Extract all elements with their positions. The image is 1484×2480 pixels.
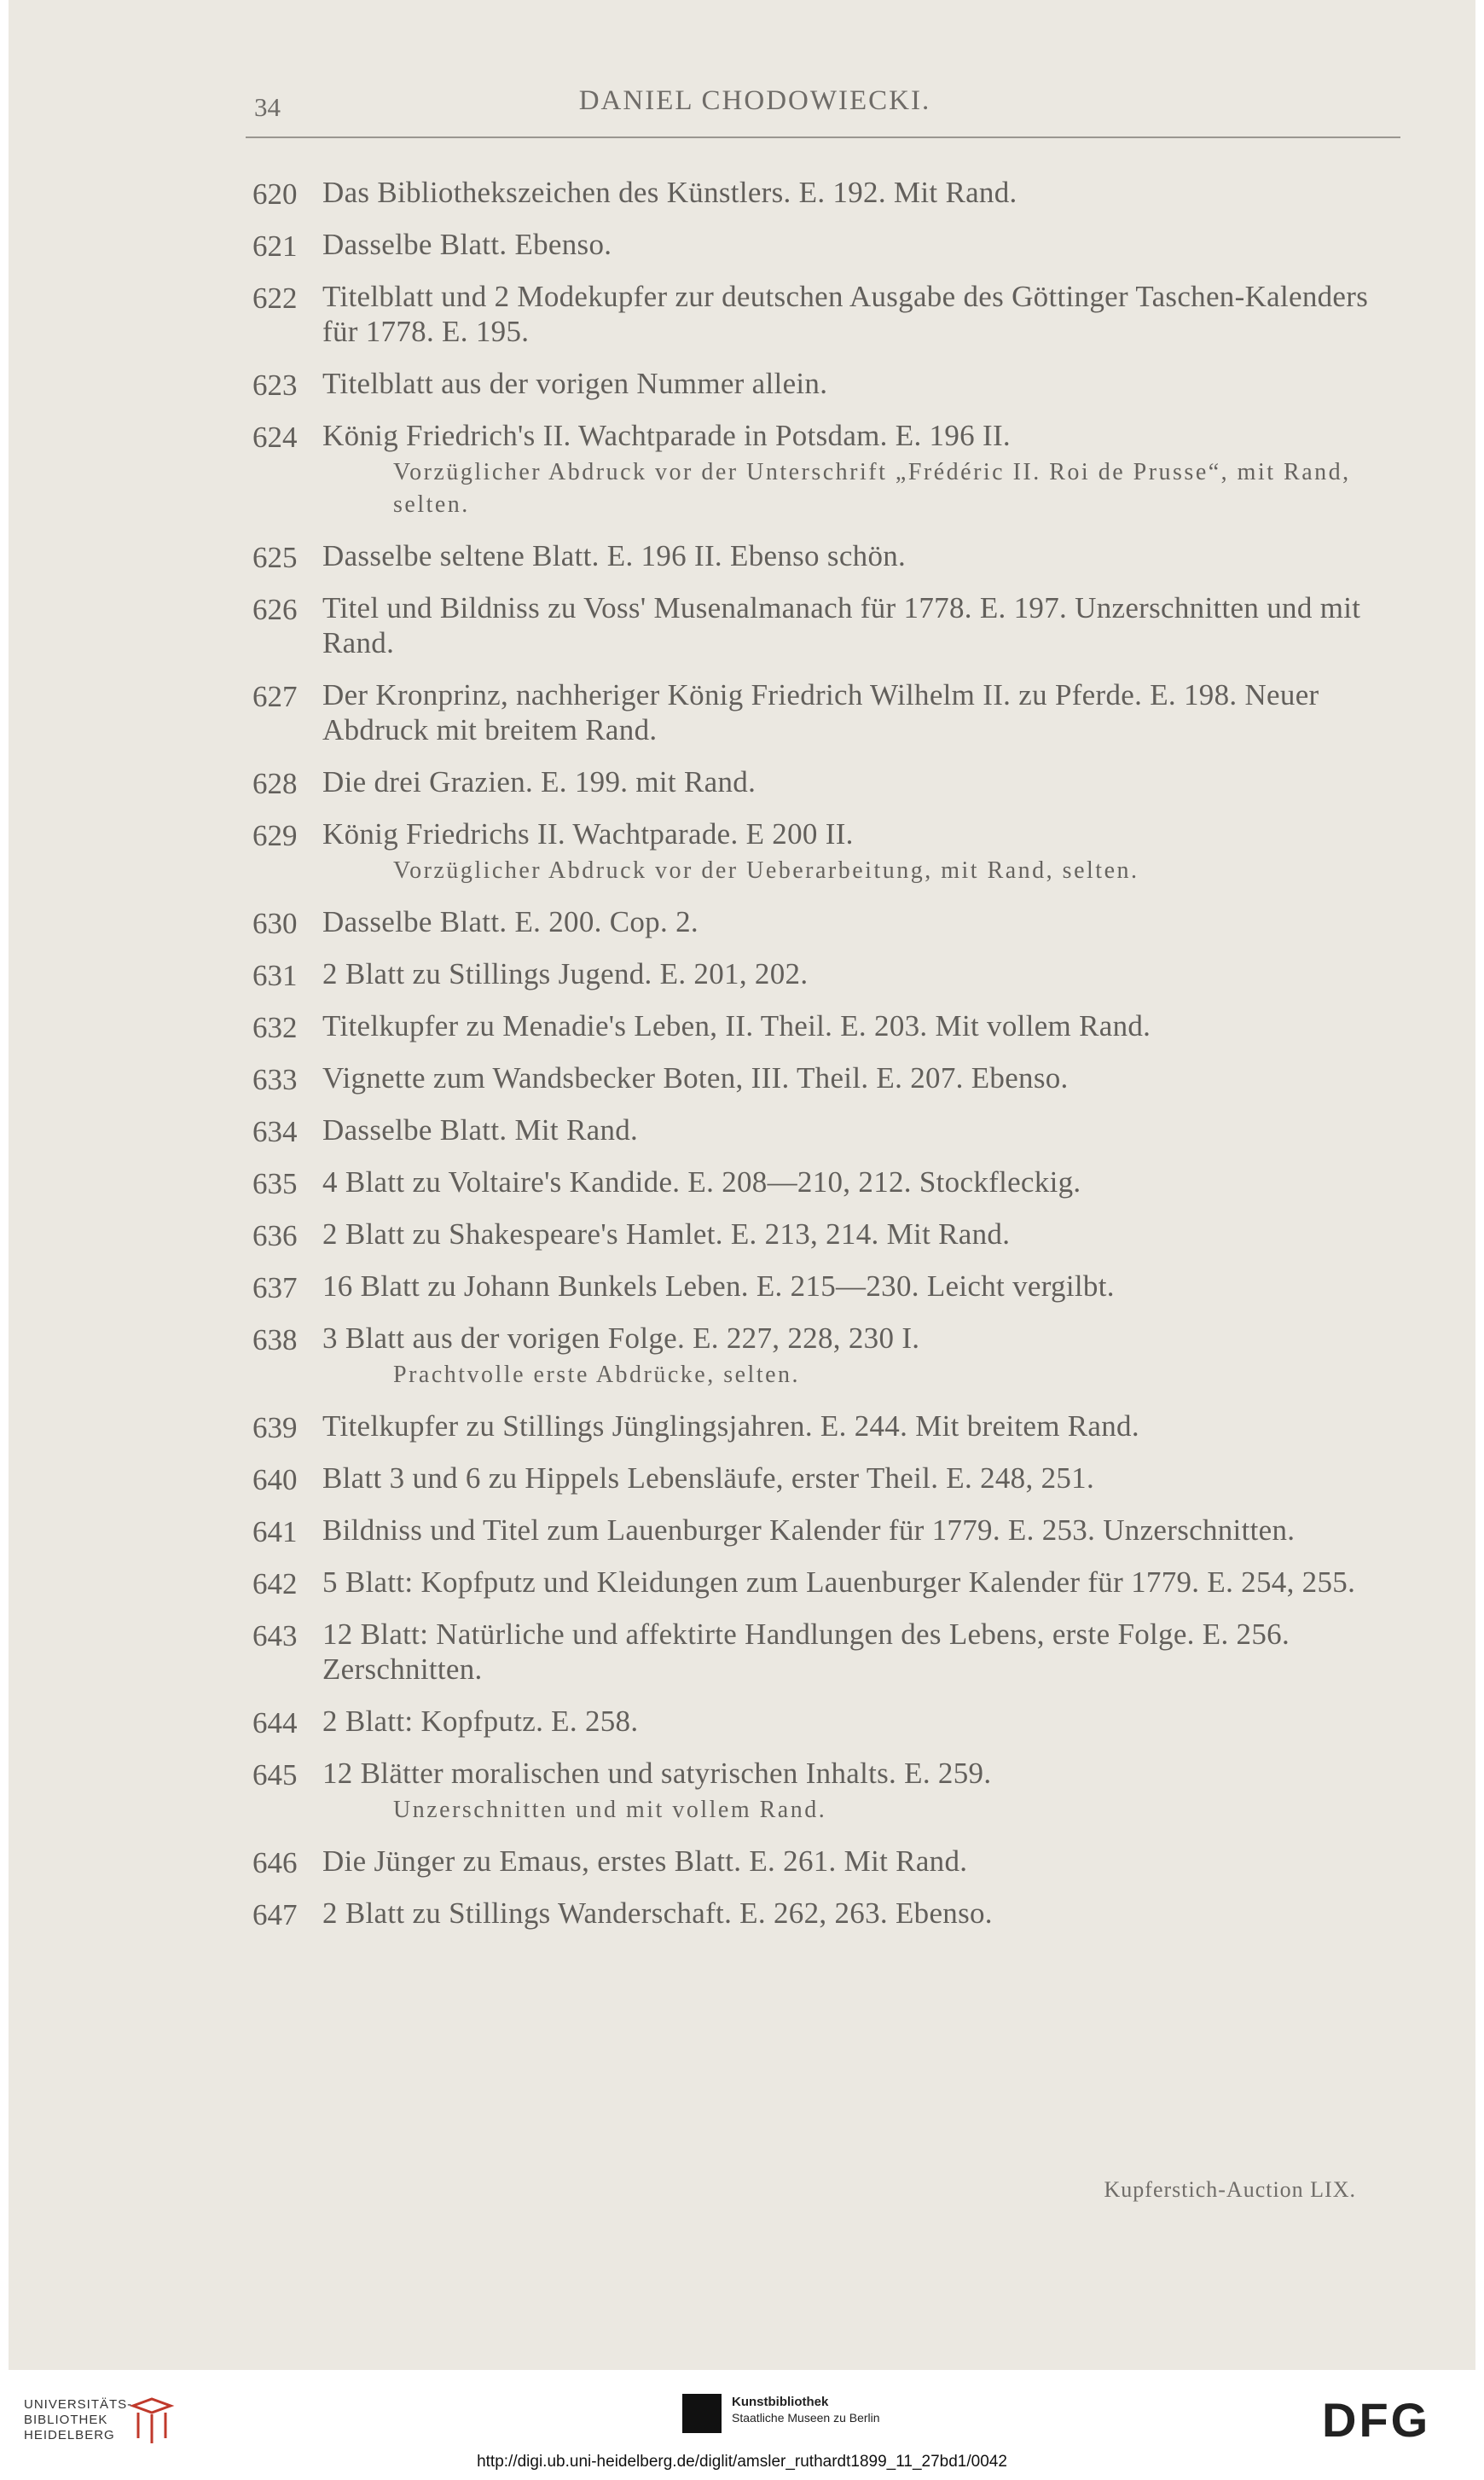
entry-number: 634 (252, 1115, 298, 1148)
catalogue-entry (252, 1060, 1404, 1095)
entry-number: 645 (252, 1758, 298, 1792)
catalogue-entry (252, 1008, 1404, 1043)
entry-description: Die Jünger zu Emaus, erstes Blatt. E. 261. Mit Rand. (322, 1844, 968, 1878)
catalogue-entry (252, 904, 1404, 939)
catalogue-entry (252, 1896, 1404, 1931)
ub-emblem-icon (126, 2396, 177, 2447)
entry-number: 628 (252, 767, 298, 800)
running-title: DANIEL CHODOWIECKI. (578, 85, 931, 116)
entry-description: Dasselbe seltene Blatt. E. 196 II. Ebenso schön. (322, 539, 907, 572)
digitization-footer (0, 2370, 1484, 2480)
kunstbibliothek-logo-icon (682, 2394, 722, 2433)
entry-description: 2 Blatt zu Shakespeare's Hamlet. E. 213, 214. Mit Rand. (322, 1217, 1011, 1251)
catalogue-entry (252, 418, 1404, 521)
entry-number: 623 (252, 369, 298, 402)
entry-description: Titel und Bildniss zu Voss' Musenalmanach für 1778. E. 197. Unzerschnitten und mit Rand. (322, 591, 1361, 659)
entry-number: 631 (252, 959, 298, 992)
entry-description: 5 Blatt: Kopfputz und Kleidungen zum Lauenburger Kalender für 1779. E. 254, 255. (322, 1565, 1356, 1599)
dfg-logo[interactable]: DFG (1322, 2393, 1431, 2447)
entry-description: Titelblatt aus der vorigen Nummer allein. (322, 367, 828, 400)
entry-description: Die drei Grazien. E. 199. mit Rand. (322, 765, 756, 799)
catalogue-entry (252, 227, 1404, 262)
entry-number: 633 (252, 1063, 298, 1096)
catalogue-entry (252, 956, 1404, 991)
catalogue-entry (252, 175, 1404, 210)
catalogue-entry (252, 590, 1404, 660)
kunstbibliothek-title: Kunstbibliothek (732, 2395, 829, 2409)
header-rule (246, 136, 1400, 138)
entry-description: Dasselbe Blatt. E. 200. Cop. 2. (322, 905, 699, 938)
entry-number: 640 (252, 1463, 298, 1496)
entry-description: 16 Blatt zu Johann Bunkels Leben. E. 215—230. Leicht vergilbt. (322, 1269, 1115, 1303)
entry-description: 2 Blatt: Kopfputz. E. 258. (322, 1705, 639, 1738)
entry-number: 647 (252, 1898, 298, 1931)
entry-number: 639 (252, 1411, 298, 1444)
entry-number: 620 (252, 177, 298, 211)
entry-number: 624 (252, 421, 298, 454)
entry-description: 12 Blätter moralischen und satyrischen Inhalts. E. 259. (322, 1757, 992, 1790)
entry-description: Blatt 3 und 6 zu Hippels Lebensläufe, erster Theil. E. 248, 251. (322, 1461, 1095, 1495)
entry-number: 627 (252, 680, 298, 713)
catalogue-entry (252, 538, 1404, 573)
entry-description: Dasselbe Blatt. Ebenso. (322, 228, 612, 261)
entry-number: 646 (252, 1846, 298, 1879)
kunstbibliothek-subtitle: Staatliche Museen zu Berlin (732, 2411, 880, 2425)
entry-description: 3 Blatt aus der vorigen Folge. E. 227, 228, 230 I. (322, 1321, 920, 1355)
catalogue-entry (252, 764, 1404, 799)
catalogue-entry (252, 1704, 1404, 1739)
entry-number: 622 (252, 282, 298, 315)
printer-signature: Kupferstich-Auction LIX. (1104, 2177, 1356, 2202)
entry-description: König Friedrich's II. Wachtparade in Potsdam. E. 196 II. (322, 419, 1011, 452)
entry-description: 4 Blatt zu Voltaire's Kandide. E. 208—210, 212. Stockfleckig. (322, 1165, 1081, 1199)
catalogue-entry (252, 1269, 1404, 1304)
catalogue-entry (252, 366, 1404, 401)
catalogue-entry (252, 1565, 1404, 1600)
catalogue-entry (252, 816, 1404, 887)
catalogue-entry (252, 279, 1404, 349)
entry-number: 625 (252, 541, 298, 574)
catalogue-entries (252, 175, 1404, 1948)
entry-note: Vorzüglicher Abdruck vor der Unterschrift „Frédéric II. Roi de Prusse“, mit Rand, selten. (393, 459, 1351, 518)
catalogue-entry (252, 677, 1404, 747)
entry-note: Prachtvolle erste Abdrücke, selten. (393, 1362, 801, 1388)
entry-description: 2 Blatt zu Stillings Jugend. E. 201, 202. (322, 957, 809, 990)
kunstbibliothek-label[interactable] (732, 2394, 880, 2425)
catalogue-entry (252, 1112, 1404, 1147)
entry-number: 630 (252, 907, 298, 940)
entry-number: 637 (252, 1271, 298, 1304)
entry-description: Titelkupfer zu Stillings Jünglingsjahren. E. 244. Mit breitem Rand. (322, 1409, 1139, 1443)
catalogue-entry (252, 1217, 1404, 1252)
entry-description: König Friedrichs II. Wachtparade. E 200 II. (322, 817, 854, 851)
entry-number: 632 (252, 1011, 298, 1044)
entry-number: 636 (252, 1219, 298, 1252)
ub-heidelberg-logo[interactable] (24, 2397, 132, 2443)
catalogue-entry (252, 1617, 1404, 1687)
catalogue-entry (252, 1844, 1404, 1879)
entry-number: 621 (252, 229, 298, 263)
entry-number: 644 (252, 1706, 298, 1739)
source-url-link[interactable]: http://digi.ub.uni-heidelberg.de/diglit/amsler_ruthardt1899_11_27bd1/0042 (477, 2453, 1007, 2471)
entry-description: Vignette zum Wandsbecker Boten, III. Theil. E. 207. Ebenso. (322, 1061, 1069, 1095)
catalogue-entry (252, 1513, 1404, 1548)
entry-number: 643 (252, 1619, 298, 1652)
entry-description: Bildniss und Titel zum Lauenburger Kalender für 1779. E. 253. Unzerschnitten. (322, 1513, 1296, 1547)
entry-description: Das Bibliothekszeichen des Künstlers. E. 192. Mit Rand. (322, 176, 1017, 209)
library-name-line-1: UNIVERSITÄTS- (24, 2397, 133, 2412)
entry-number: 626 (252, 593, 298, 626)
entry-number: 635 (252, 1167, 298, 1200)
entry-description: 2 Blatt zu Stillings Wanderschaft. E. 262, 263. Ebenso. (322, 1896, 993, 1930)
catalogue-entry (252, 1408, 1404, 1443)
catalogue-entry (252, 1164, 1404, 1199)
entry-description: Titelblatt und 2 Modekupfer zur deutschen Ausgabe des Göttinger Taschen-Kalenders für 1778. E. 195. (322, 280, 1369, 348)
entry-note: Unzerschnitten und mit vollem Rand. (393, 1797, 827, 1823)
library-name-line-2: BIBLIOTHEK (24, 2413, 108, 2427)
catalogue-entry (252, 1321, 1404, 1391)
entry-description: 12 Blatt: Natürliche und affektirte Handlungen des Lebens, erste Folge. E. 256. Zerschnitten. (322, 1618, 1290, 1686)
entry-number: 629 (252, 819, 298, 852)
entry-number: 642 (252, 1567, 298, 1600)
entry-description: Titelkupfer zu Menadie's Leben, II. Theil. E. 203. Mit vollem Rand. (322, 1009, 1151, 1043)
entry-number: 638 (252, 1323, 298, 1356)
catalogue-entry (252, 1756, 1404, 1827)
library-name-line-3: HEIDELBERG (24, 2428, 115, 2442)
page-number: 34 (254, 92, 281, 122)
entry-description: Dasselbe Blatt. Mit Rand. (322, 1113, 639, 1147)
entry-description: Der Kronprinz, nachheriger König Friedrich Wilhelm II. zu Pferde. E. 198. Neuer Abdruck mit breitem Rand. (322, 678, 1319, 746)
scanned-page (9, 0, 1475, 2370)
entry-note: Vorzüglicher Abdruck vor der Ueberarbeitung, mit Rand, selten. (393, 857, 1139, 884)
catalogue-entry (252, 1461, 1404, 1496)
entry-number: 641 (252, 1515, 298, 1548)
